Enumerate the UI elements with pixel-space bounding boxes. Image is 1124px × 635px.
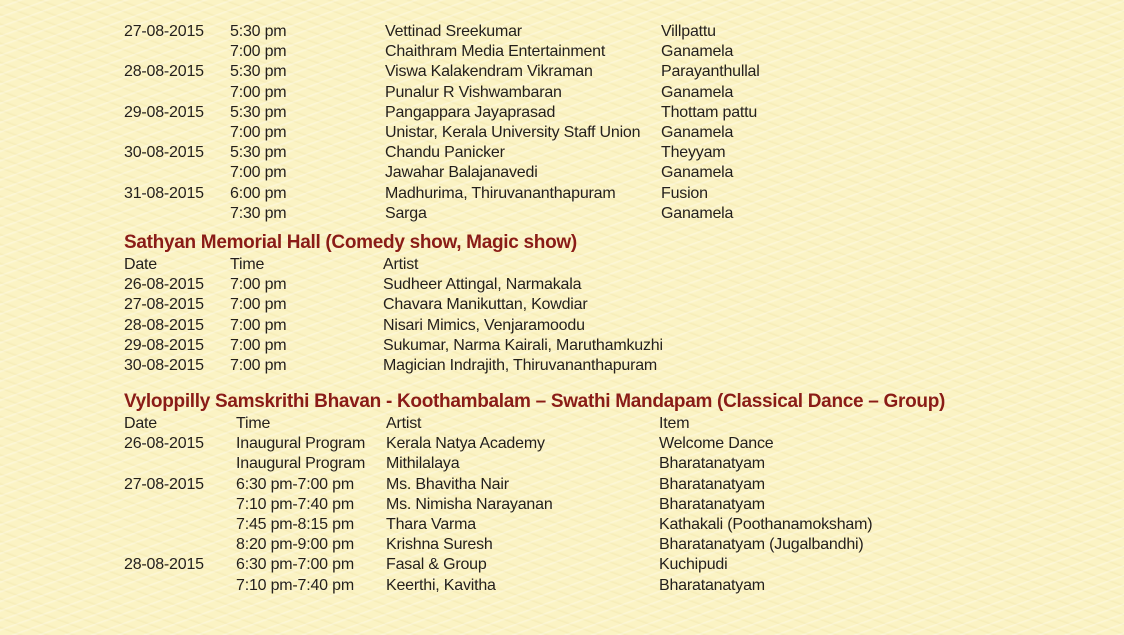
table-header-row [124,255,1124,275]
table-row [124,204,1124,224]
item-cell: Bharatanatyam [659,475,765,493]
table-row [124,103,1124,123]
item-cell: Ganamela [661,43,734,61]
table-row [124,495,1124,515]
table-row [124,62,1124,82]
item-cell: Fusion [661,184,708,202]
item-cell: Ganamela [661,123,734,141]
table-row [124,184,1124,204]
item-cell: Bharatanatyam [659,455,765,473]
time-cell: 6:30 pm-7:00 pm [236,475,354,493]
time-cell: 5:30 pm [230,103,287,121]
item-cell: Kathakali (Poothanamoksham) [659,515,873,533]
time-cell: 5:30 pm [230,63,287,81]
time-cell: 7:45 pm-8:15 pm [236,515,354,533]
time-cell: 5:30 pm [230,144,287,162]
table-row [124,475,1124,495]
time-cell: 7:00 pm [230,164,287,182]
time-cell: 7:00 pm [230,43,287,61]
date-cell: 29-08-2015 [124,103,204,121]
artist-cell: Chandu Panicker [385,144,505,162]
artist-cell: Vettinad Sreekumar [385,23,522,40]
item-cell: Ganamela [661,164,734,182]
time-cell: 7:10 pm-7:40 pm [236,495,354,513]
item-cell: Parayanthullal [661,63,760,81]
time-header: Time [230,256,265,273]
artist-cell: Jawahar Balajanavedi [385,164,538,182]
artist-cell: Magician Indrajith, Thiruvananthapuram [383,356,658,374]
date-cell: 28-08-2015 [124,556,204,574]
artist-cell: Viswa Kalakendram Vikraman [385,63,593,81]
time-cell: 7:00 pm [230,316,287,334]
table-row [124,356,1124,376]
date-cell: 28-08-2015 [124,63,204,81]
item-cell: Kuchipudi [659,556,728,574]
artist-cell: Ms. Bhavitha Nair [386,475,509,493]
date-cell: 31-08-2015 [124,184,204,202]
artist-cell: Fasal & Group [386,556,487,574]
time-cell: 6:00 pm [230,184,287,202]
item-cell: Villpattu [661,23,716,40]
artist-header: Artist [383,256,419,273]
date-cell: 28-08-2015 [124,316,204,334]
date-cell: 30-08-2015 [124,144,204,162]
item-cell: Bharatanatyam [659,495,765,513]
time-cell: 8:20 pm-9:00 pm [236,536,354,554]
date-cell: 26-08-2015 [124,435,204,453]
time-cell: Inaugural Program [236,435,366,453]
table-row [124,454,1124,474]
date-cell: 26-08-2015 [124,276,204,294]
artist-cell: Kerala Natya Academy [386,435,545,453]
artist-cell: Nisari Mimics, Venjaramoodu [383,316,585,334]
item-cell: Thottam pattu [661,103,758,121]
schedule-section-sathyan-memorial-hall [124,231,1124,376]
date-cell: 27-08-2015 [124,23,204,40]
time-cell: Inaugural Program [236,455,366,473]
artist-cell: Mithilalaya [386,455,460,473]
artist-cell: Keerthi, Kavitha [386,576,496,594]
time-cell: 7:30 pm [230,204,287,222]
artist-cell: Chaithram Media Entertainment [385,43,606,61]
table-row [124,123,1124,143]
item-cell: Ganamela [661,83,734,101]
section-heading: Sathyan Memorial Hall (Comedy show, Magic show) [124,232,577,253]
time-cell: 7:00 pm [230,296,287,314]
table-row [124,515,1124,535]
time-cell: 7:00 pm [230,356,287,374]
artist-cell: Unistar, Kerala University Staff Union [385,123,641,141]
date-header: Date [124,256,157,273]
time-cell: 7:10 pm-7:40 pm [236,576,354,594]
item-header: Item [659,415,690,432]
table-row [124,555,1124,575]
table-row [124,275,1124,295]
table-row [124,295,1124,315]
time-cell: 7:00 pm [230,83,287,101]
item-cell: Bharatanatyam [659,576,765,594]
table-row [124,336,1124,356]
artist-cell: Ms. Nimisha Narayanan [386,495,553,513]
artist-cell: Pangappara Jayaprasad [385,103,556,121]
artist-cell: Punalur R Vishwambaran [385,83,562,101]
table-row [124,22,1124,42]
artist-cell: Chavara Manikuttan, Kowdiar [383,296,588,314]
schedule-section-vyloppilly-samskrithi-bhavan [124,390,1124,596]
table-row [124,163,1124,183]
table-header-row [124,414,1124,434]
table-row [124,83,1124,103]
date-cell: 27-08-2015 [124,296,204,314]
time-cell: 7:00 pm [230,276,287,294]
table-row [124,42,1124,62]
date-cell: 29-08-2015 [124,336,204,354]
time-cell: 6:30 pm-7:00 pm [236,556,354,574]
artist-header: Artist [386,415,422,432]
date-header: Date [124,415,157,432]
time-cell: 7:00 pm [230,336,287,354]
artist-cell: Madhurima, Thiruvananthapuram [385,184,616,202]
artist-cell: Thara Varma [386,515,476,533]
item-cell: Ganamela [661,204,734,222]
date-cell: 30-08-2015 [124,356,204,374]
section-heading: Vyloppilly Samskrithi Bhavan - Koothambalam – Swathi Mandapam (Classical Dance – Group) [124,391,946,412]
item-cell: Bharatanatyam (Jugalbandhi) [659,536,864,554]
item-cell: Welcome Dance [659,435,774,453]
date-cell: 27-08-2015 [124,475,204,493]
schedule-section-1 [124,22,1124,224]
time-header: Time [236,415,271,432]
artist-cell: Sukumar, Narma Kairali, Maruthamkuzhi [383,336,663,354]
table-row [124,316,1124,336]
table-row [124,576,1124,596]
table-row [124,143,1124,163]
artist-cell: Sarga [385,204,427,222]
item-cell: Theyyam [661,144,726,162]
table-row [124,535,1124,555]
time-cell: 7:00 pm [230,123,287,141]
table-row [124,434,1124,454]
artist-cell: Krishna Suresh [386,536,493,554]
time-cell: 5:30 pm [230,23,287,40]
artist-cell: Sudheer Attingal, Narmakala [383,276,582,294]
